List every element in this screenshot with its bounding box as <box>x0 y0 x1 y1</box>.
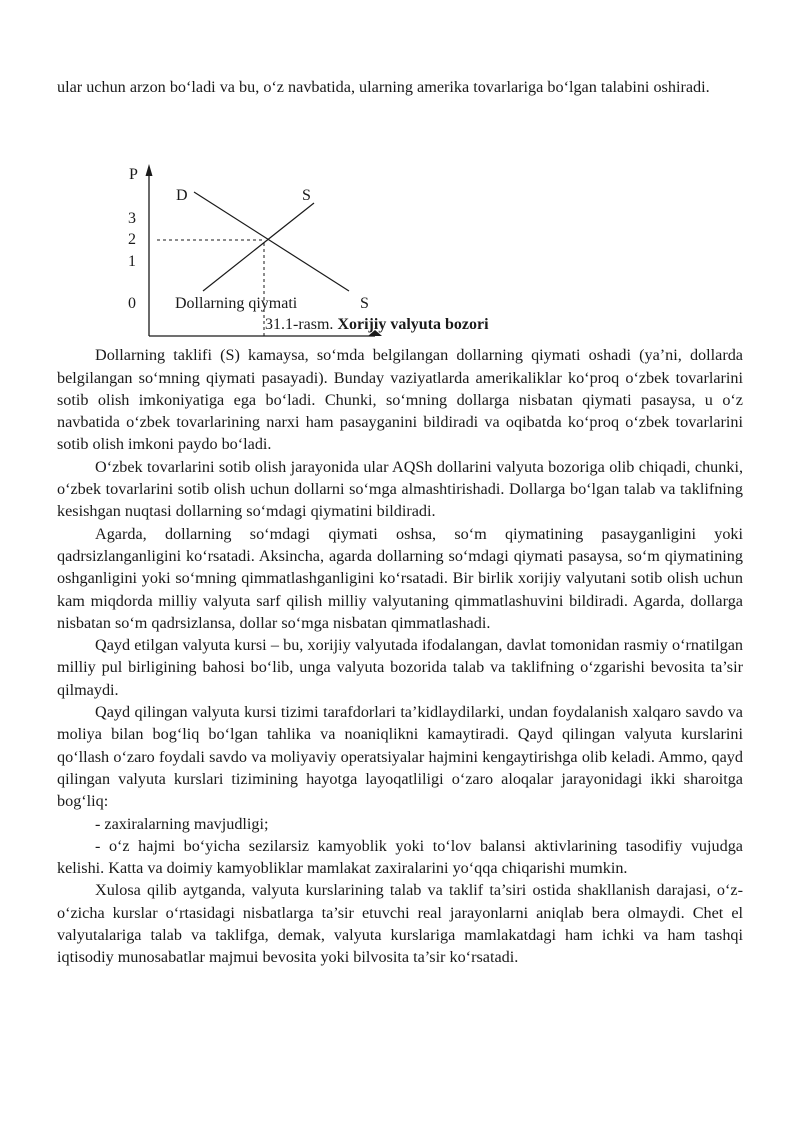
conclusion-paragraph: Xulosa qilib aytganda, valyuta kurslarining talab va taklif ta’siri ostida shakllanish darajasi, o‘z-o‘zicha kurslar o‘rtasidagi nisbatlarga ta’sir etuvchi real jarayonlarni aniqlab bera olmaydi. Chet el valyutalariga talab va taklifga, demak, valyuta kurslariga mamlakatdagi ham ichki va ham tashqi iqtisodiy munosabatlar majmui bevosita yoki bilvosita ta’sir ko‘rsatadi. <box>57 881 743 967</box>
curve-label-s: S <box>302 187 311 205</box>
body-paragraph: Qayd etilgan valyuta kursi – bu, xorijiy valyutada ifodalangan, davlat tomonidan rasmiy o‘rnatilgan milliy pul birligining bahosi bo‘lib, unga valyuta bozorida talab va taklifning o‘zgarishi bevosita ta’sir qilmaydi. <box>57 636 743 699</box>
figure-caption-title: Xorijiy valyuta bozori <box>337 316 489 334</box>
y-axis-arrow <box>146 164 153 176</box>
supply-demand-figure <box>57 98 743 344</box>
curve-label-d: D <box>176 187 188 205</box>
demand-curve <box>194 192 349 291</box>
x-axis-s-label: S <box>360 295 369 313</box>
intro-paragraph: ular uchun arzon bo‘ladi va bu, o‘z navbatida, ularning amerika tovarlariga bo‘lgan talabini oshiradi. <box>57 78 710 96</box>
body-paragraph: Qayd qilingan valyuta kursi tizimi tarafdorlari ta’kidlaydilarki, undan foydalanish xalqaro savdo va moliya bilan bog‘liq bo‘lgan tahlika va noaniqlikni kamaytiradi. Qayd qilingan valyuta kurslarini qo‘llash o‘zaro foydali savdo va moliyaviy operatsiyalar hajmini kengaytirishga olib keladi. Ammo, qayd qilingan valyuta kurslari tizimining hayotga layoqatliligi o‘zaro aloqalar jarayonidagi ikki sharoitga bog‘liq: <box>57 703 743 811</box>
body-paragraph: Dollarning taklifi (S) kamaysa, so‘mda belgilangan dollarning qiymati oshadi (ya’ni, dollarda belgilangan so‘mning qiymati pasayadi). Bunday vaziyatlarda amerikaliklar ko‘proq o‘zbek tovarlarini sotib olish imkoniyatiga ega bo‘ladi. Chunki, so‘mning dollarga nisbatan qiymati pasaysa, u o‘z navbatida o‘zbek tovarlarining narxi ham pasayganini bildiradi va oqibatda ko‘proq o‘zbek tovarlarini sotib olish imkoni paydo bo‘ladi. <box>57 346 743 454</box>
document-page <box>57 76 743 969</box>
figure-caption-number: 31.1-rasm. <box>265 316 334 334</box>
tick-label-1: 1 <box>128 253 136 271</box>
tick-label-3: 3 <box>128 210 136 228</box>
x-axis-label: Dollarning qiymati <box>175 295 298 313</box>
figure-graphics <box>57 98 743 344</box>
list-item: - o‘z hajmi bo‘yicha sezilarsiz kamyoblik yoki to‘lov balansi aktivlarining tasodifiy vujudga kelishi. Katta va doimiy kamyobliklar mamlakat zaxiralarini yo‘qqa chiqarishi mumkin. <box>57 836 743 878</box>
axis-label-p: P <box>129 166 138 184</box>
figure-caption <box>265 316 489 334</box>
list-item: - zaxiralarning mavjudligi; <box>95 814 269 833</box>
supply-curve <box>203 203 314 291</box>
body-paragraph: O‘zbek tovarlarini sotib olish jarayonida ular AQSh dollarini valyuta bozoriga olib chiqadi, chunki, o‘zbek tovarlarini sotib olish uchun dollarni so‘mga almashtirishadi. Dollarga bo‘lgan talab va taklifning kesishgan nuqtasi dollarning so‘mdagi qiymatini bildiradi. <box>57 457 743 521</box>
body-paragraph: Agarda, dollarning so‘mdagi qiymati oshsa, so‘m qiymatining pasayganligini yoki qadrsizlanganligini ko‘rsatadi. Aksincha, agarda dollarning so‘mdagi qiymati pasaysa, so‘m qiymatining oshganligini yoki so‘mning qimmatlashganligini ko‘rsatadi. Bir birlik xorijiy valyutani sotib olish uchun kam miqdorda milliy valyuta sarf qilish milliy valyutaning qimmatlashuvini bildiradi. Agarda, dollarga nisbatan so‘m qadrsizlansa, dollar so‘mga nisbatan qimmatlashadi. <box>57 524 743 632</box>
tick-label-0: 0 <box>128 295 136 313</box>
tick-label-2: 2 <box>128 231 136 249</box>
